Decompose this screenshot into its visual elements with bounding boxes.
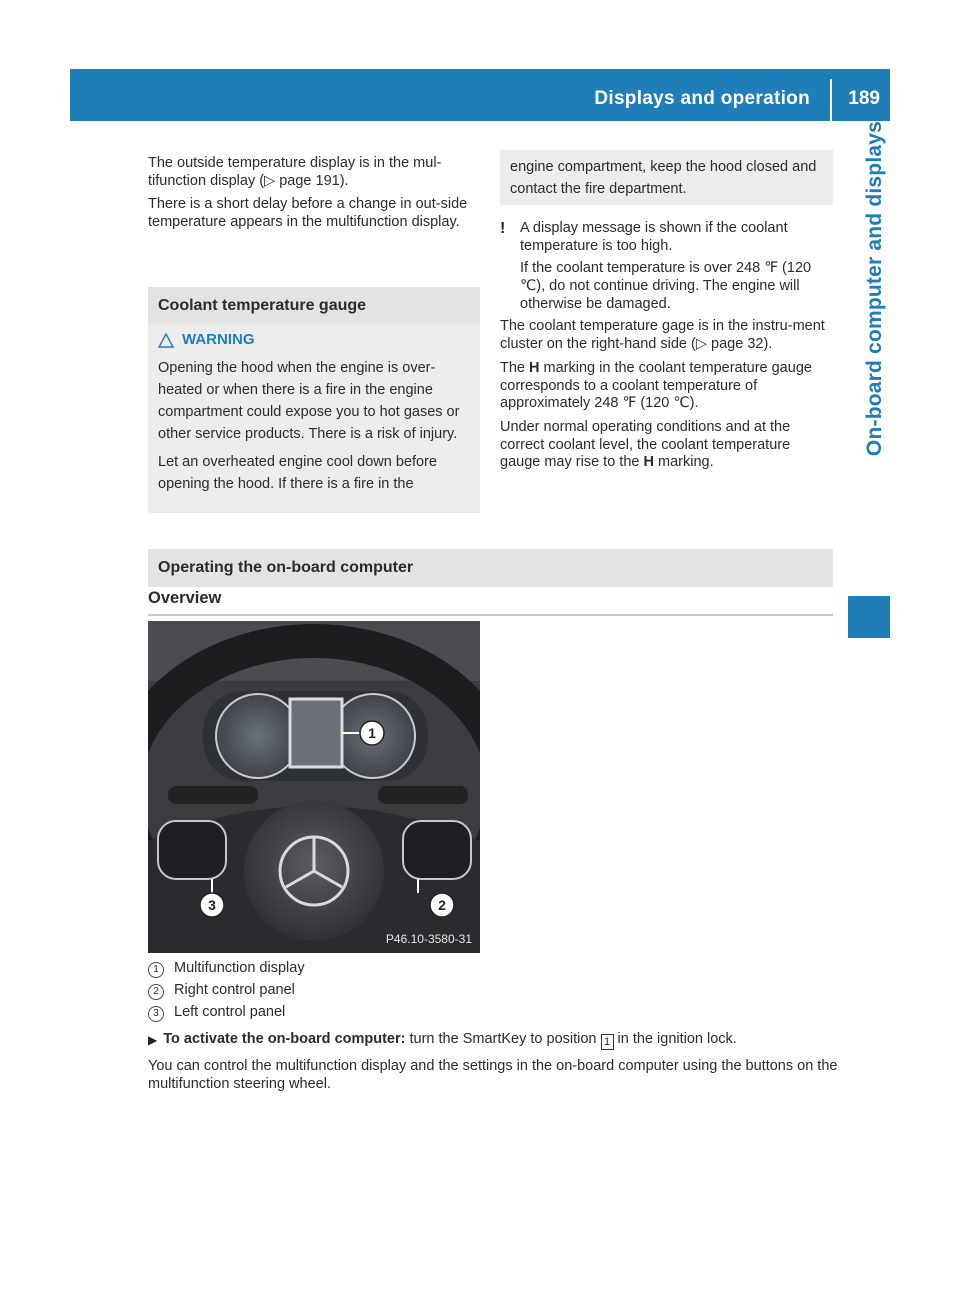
legend-item (148, 960, 548, 978)
callout-2 (430, 893, 454, 917)
callout-1 (360, 721, 384, 745)
step-post-text: in the ignition lock. (613, 1031, 737, 1047)
h-marking-post: marking in the coolant temperature gauge corresponds to a coolant temperature of approximately 248 ℉ (120 ℃). (500, 359, 812, 412)
legend-item (148, 982, 548, 1000)
page-header (70, 69, 890, 121)
warning-paragraph-1: Opening the hood when the engine is over-heated or when there is a fire in the engine compartment could expose you to hot gases or other service products. There is a risk of injury. (158, 360, 460, 443)
step-bold-text: To activate the on-board computer: (163, 1031, 406, 1047)
header-divider (830, 79, 832, 121)
callout-3 (200, 893, 224, 917)
overview-subheading: Overview (148, 588, 833, 616)
warning-title-text: WARNING (182, 331, 255, 348)
normal-h-letter: H (643, 454, 654, 471)
figure-code: P46.10-3580-31 (385, 932, 472, 947)
exclamation-icon: ! (500, 220, 506, 237)
activation-instructions (148, 1031, 838, 1093)
legend-number-icon: 3 (148, 1006, 164, 1022)
gauge-location-paragraph: The coolant temperature gage is in the instru-ment cluster on the right-hand side (▷ page 32). (500, 318, 825, 353)
page-number: 189 (848, 88, 880, 109)
figure-legend (148, 960, 548, 1026)
note-line-1: A display message is shown if the coolant temperature is too high. (520, 220, 788, 254)
normal-post: marking. (653, 454, 714, 471)
side-tab (848, 121, 890, 596)
step-text (163, 1031, 737, 1050)
warning-continued-text: engine compartment, keep the hood closed and contact the fire department. (510, 159, 817, 198)
svg-text:3: 3 (208, 897, 216, 913)
normal-conditions-paragraph (500, 419, 833, 472)
h-marking-pre: The (500, 359, 530, 376)
legend-label: Multifunction display (174, 960, 305, 976)
warning-title (158, 331, 470, 349)
intro-paragraph-1: The outside temperature display is in the mul-tifunction display (▷ page 191). (148, 155, 442, 189)
closing-paragraph: You can control the multifunction display and the settings in the on-board computer using the buttons on the multifunction steering wheel. (148, 1058, 838, 1092)
warning-triangle-icon (158, 333, 174, 348)
warning-box-continued (500, 150, 833, 205)
side-tab-label: On-board computer and displays (863, 121, 886, 457)
normal-pre: Under normal operating conditions and at the correct coolant level, the coolant temperature gauge may rise to the (500, 418, 791, 471)
step-pre-text: turn the SmartKey to position (405, 1031, 601, 1047)
h-marking-paragraph (500, 360, 833, 413)
coolant-section-heading: Coolant temperature gauge (148, 287, 480, 325)
key-position-icon: 1 (601, 1034, 614, 1050)
steering-wheel-figure (148, 621, 480, 953)
intro-text (148, 155, 480, 238)
svg-text:2: 2 (438, 897, 446, 913)
legend-label: Left control panel (174, 1004, 286, 1020)
note-line-2: If the coolant temperature is over 248 ℉ (120 ℃), do not continue driving. The engine will otherwise be damaged. (520, 260, 812, 312)
h-marking-letter: H (529, 359, 540, 376)
intro-paragraph-2: There is a short delay before a change in out-side temperature appears in the multifunction display. (148, 196, 468, 231)
onboard-section-heading: Operating the on-board computer (148, 549, 833, 587)
steering-wheel-illustration (148, 621, 480, 953)
svg-text:1: 1 (368, 725, 376, 741)
legend-number-icon: 2 (148, 984, 164, 1000)
coolant-text (500, 220, 833, 478)
warning-box (148, 325, 480, 513)
chapter-title: Displays and operation (594, 88, 810, 109)
instruction-step (148, 1031, 838, 1050)
step-arrow-icon: ▶ (148, 1033, 158, 1047)
warning-paragraph-2: Let an overheated engine cool down before opening the hood. If there is a fire in the (158, 454, 437, 493)
note-block (500, 220, 833, 318)
legend-label: Right control panel (174, 982, 295, 998)
legend-number-icon: 1 (148, 962, 164, 978)
side-tab-marker (848, 596, 890, 638)
legend-item (148, 1004, 548, 1022)
